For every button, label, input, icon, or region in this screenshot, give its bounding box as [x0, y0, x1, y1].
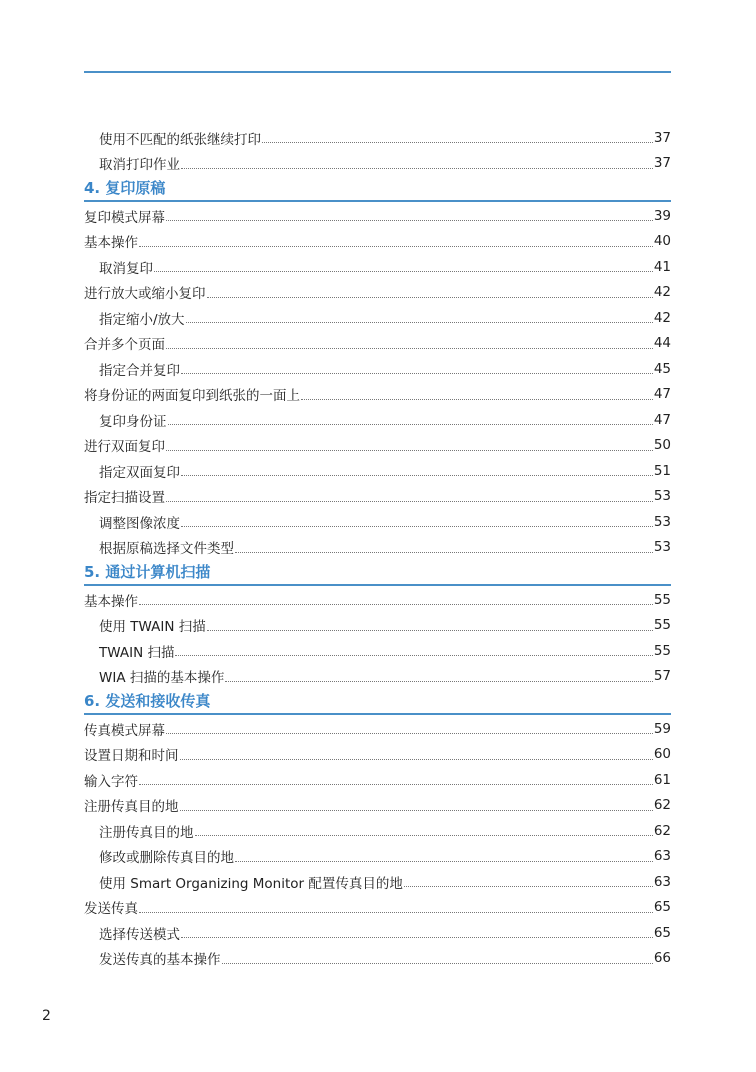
toc-entry[interactable] — [84, 280, 671, 306]
dot-leader — [186, 322, 653, 323]
dot-leader — [181, 373, 653, 374]
toc-subentry[interactable] — [84, 535, 671, 561]
toc-entry-title: 传真模式屏幕 — [84, 722, 165, 739]
toc-section-heading[interactable] — [84, 689, 671, 715]
toc-entry-title: 基本操作 — [84, 593, 138, 610]
toc-subentry[interactable] — [84, 407, 671, 433]
toc-entry-title: 输入字符 — [84, 773, 138, 790]
toc-entry-title: 将身份证的两面复印到纸张的一面上 — [84, 388, 300, 405]
toc-entry-title: 发送传真的基本操作 — [99, 952, 221, 969]
dot-leader — [195, 835, 653, 836]
toc-entry-title: 使用不匹配的纸张继续打印 — [99, 131, 261, 148]
toc-entry-page: 63 — [653, 848, 671, 865]
toc-entry-title: 注册传真目的地 — [84, 799, 179, 816]
toc-entry-title: 进行双面复印 — [84, 439, 165, 456]
toc-entry-title: 取消复印 — [99, 260, 153, 277]
toc-entry[interactable] — [84, 484, 671, 510]
toc-entry[interactable] — [84, 716, 671, 742]
toc-entry[interactable] — [84, 331, 671, 357]
toc-entry-page: 61 — [653, 771, 671, 788]
dot-leader — [154, 271, 653, 272]
section-title: 5. 通过计算机扫描 — [84, 563, 211, 581]
toc-entry-page: 55 — [653, 642, 671, 659]
page-number: 2 — [42, 1008, 51, 1024]
toc-subentry[interactable] — [84, 946, 671, 972]
toc-entry-page: 50 — [653, 437, 671, 454]
toc-entry-page: 53 — [653, 513, 671, 530]
toc-entry-page: 55 — [653, 617, 671, 634]
toc-entry-page: 45 — [653, 360, 671, 377]
dot-leader — [207, 630, 653, 631]
dot-leader — [175, 655, 652, 656]
dot-leader — [222, 963, 653, 964]
toc-entry-page: 60 — [653, 746, 671, 763]
toc-subentry[interactable] — [84, 844, 671, 870]
toc-section-heading[interactable] — [84, 560, 671, 586]
toc-entry-page: 66 — [653, 950, 671, 967]
toc-entry-page: 39 — [653, 207, 671, 224]
toc-entry-page: 51 — [653, 462, 671, 479]
toc-entry-page: 62 — [653, 822, 671, 839]
toc-entry-title: 选择传送模式 — [99, 926, 180, 943]
toc-entry-page: 47 — [653, 411, 671, 428]
toc-entry-title: 指定合并复印 — [99, 362, 180, 379]
dot-leader — [404, 886, 653, 887]
dot-leader — [139, 912, 653, 913]
toc-entry-title: 注册传真目的地 — [99, 824, 194, 841]
toc-entry[interactable] — [84, 382, 671, 408]
dot-leader — [139, 246, 653, 247]
toc-entry[interactable] — [84, 203, 671, 229]
dot-leader — [166, 348, 653, 349]
dot-leader — [181, 475, 653, 476]
dot-leader — [181, 937, 653, 938]
toc-entry[interactable] — [84, 587, 671, 613]
dot-leader — [181, 526, 653, 527]
toc-entry-title: 使用 TWAIN 扫描 — [99, 619, 206, 636]
toc-entry-title: 指定双面复印 — [99, 464, 180, 481]
toc-entry-title: 根据原稿选择文件类型 — [99, 541, 234, 558]
toc-subentry[interactable] — [84, 356, 671, 382]
toc-subentry[interactable] — [84, 869, 671, 895]
toc-entry-page: 65 — [653, 924, 671, 941]
toc-subentry[interactable] — [84, 638, 671, 664]
toc-subentry[interactable] — [84, 613, 671, 639]
dot-leader — [301, 399, 653, 400]
toc-subentry[interactable] — [84, 818, 671, 844]
toc-subentry[interactable] — [84, 920, 671, 946]
toc-entry-page: 57 — [653, 668, 671, 685]
dot-leader — [166, 733, 653, 734]
toc-entry-title: 取消打印作业 — [99, 157, 180, 174]
dot-leader — [180, 810, 653, 811]
dot-leader — [181, 168, 653, 169]
toc-entry-title: 修改或删除传真目的地 — [99, 850, 234, 867]
toc-section-heading[interactable] — [84, 176, 671, 202]
toc-subentry[interactable] — [84, 151, 671, 177]
dot-leader — [235, 552, 653, 553]
toc-entry-page: 53 — [653, 539, 671, 556]
toc-entry[interactable] — [84, 767, 671, 793]
toc-entry-title: 调整图像浓度 — [99, 515, 180, 532]
toc-entry-page: 42 — [653, 284, 671, 301]
toc-entry[interactable] — [84, 433, 671, 459]
toc-entry-page: 53 — [653, 488, 671, 505]
dot-leader — [166, 220, 653, 221]
toc-entry-page: 55 — [653, 591, 671, 608]
toc-entry-title: WIA 扫描的基本操作 — [99, 670, 225, 687]
dot-leader — [139, 784, 653, 785]
toc-subentry[interactable] — [84, 458, 671, 484]
toc-entry-page: 42 — [653, 309, 671, 326]
toc-entry-title: 指定缩小/放大 — [99, 311, 185, 328]
dot-leader — [166, 450, 653, 451]
toc-entry-page: 63 — [653, 873, 671, 890]
toc-entry-title: 基本操作 — [84, 235, 138, 252]
toc-entry-title: 指定扫描设置 — [84, 490, 165, 507]
toc-subentry[interactable] — [84, 664, 671, 690]
section-title: 4. 复印原稿 — [84, 179, 166, 197]
toc-entry-page: 62 — [653, 797, 671, 814]
dot-leader — [235, 861, 653, 862]
toc-entry-page: 41 — [653, 258, 671, 275]
dot-leader — [180, 759, 653, 760]
toc-entry-page: 65 — [653, 899, 671, 916]
table-of-contents — [84, 125, 671, 971]
toc-entry[interactable] — [84, 742, 671, 768]
dot-leader — [262, 142, 653, 143]
toc-subentry[interactable] — [84, 254, 671, 280]
toc-entry-page: 37 — [653, 155, 671, 172]
toc-entry-title: 使用 Smart Organizing Monitor 配置传真目的地 — [99, 875, 403, 892]
toc-entry-page: 37 — [653, 129, 671, 146]
toc-subentry[interactable] — [84, 305, 671, 331]
header-rule — [84, 71, 671, 73]
toc-entry-page: 59 — [653, 720, 671, 737]
dot-leader — [166, 501, 653, 502]
section-title: 6. 发送和接收传真 — [84, 692, 211, 710]
toc-entry-page: 44 — [653, 335, 671, 352]
toc-entry-page: 40 — [653, 233, 671, 250]
toc-entry-title: 发送传真 — [84, 901, 138, 918]
dot-leader — [225, 681, 652, 682]
toc-entry-page: 47 — [653, 386, 671, 403]
dot-leader — [207, 297, 653, 298]
toc-entry-title: 设置日期和时间 — [84, 748, 179, 765]
toc-entry-title: 合并多个页面 — [84, 337, 165, 354]
toc-entry[interactable] — [84, 229, 671, 255]
toc-subentry[interactable] — [84, 125, 671, 151]
toc-entry-title: 进行放大或缩小复印 — [84, 286, 206, 303]
toc-entry-title: 复印模式屏幕 — [84, 209, 165, 226]
dot-leader — [139, 604, 653, 605]
toc-entry-title: 复印身份证 — [99, 413, 167, 430]
toc-subentry[interactable] — [84, 509, 671, 535]
dot-leader — [168, 424, 653, 425]
toc-entry[interactable] — [84, 793, 671, 819]
toc-entry-title: TWAIN 扫描 — [99, 644, 175, 661]
toc-entry[interactable] — [84, 895, 671, 921]
